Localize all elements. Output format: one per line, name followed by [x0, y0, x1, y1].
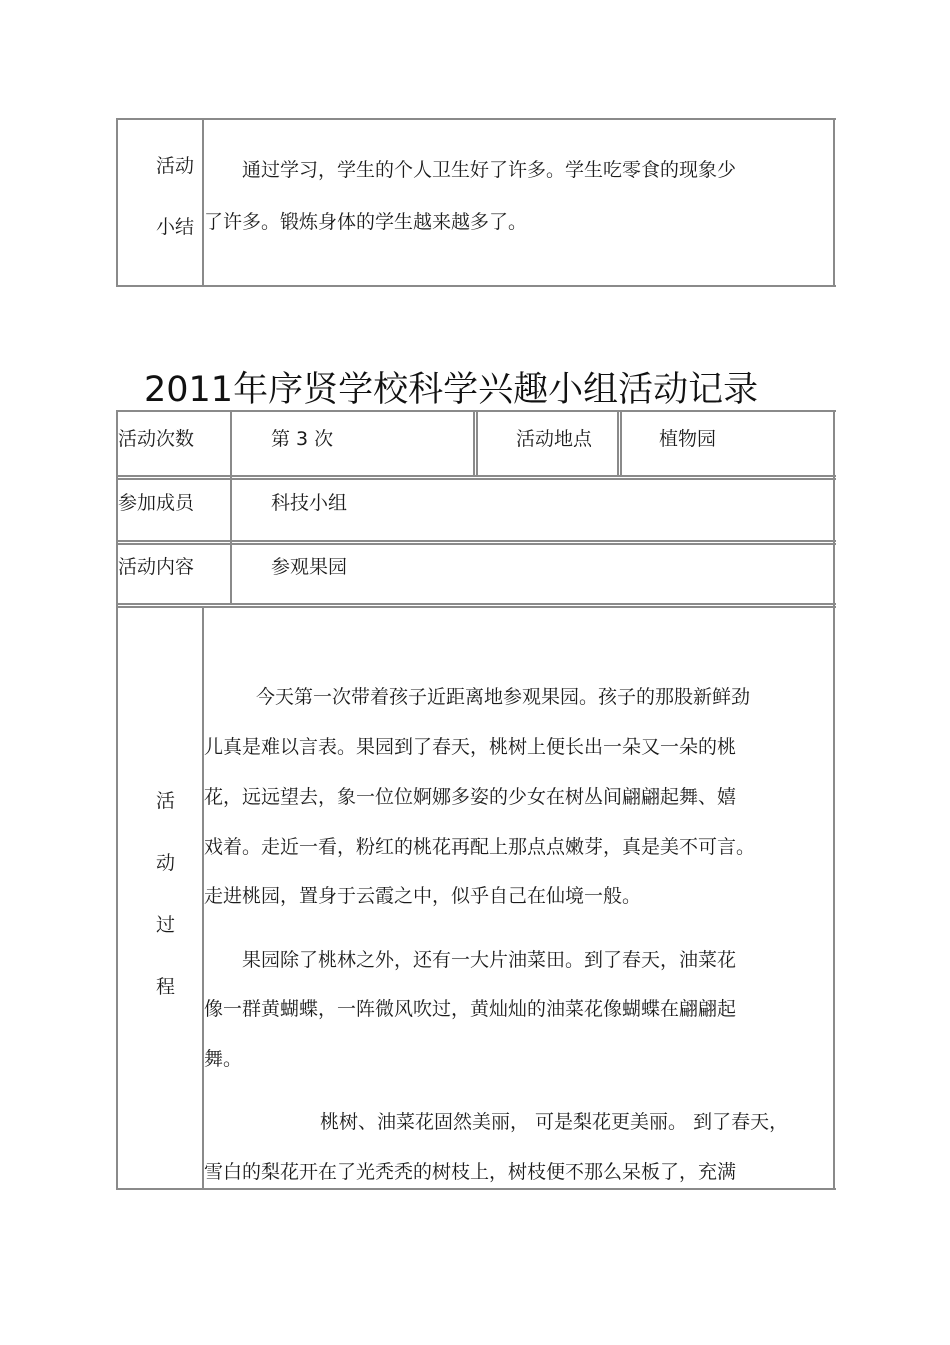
summary-text-line1: 通过学习，学生的个人卫生好了许多。学生吃零食的现象少: [242, 159, 737, 181]
summary-text-line2: 了许多。锻炼身体的学生越来越多了。: [204, 211, 528, 233]
members-value: 科技小组: [271, 492, 348, 514]
process-label-char: 程: [156, 976, 176, 998]
content-value: 参观果园: [271, 556, 348, 578]
process-p3-line: 桃树、油菜花固然美丽， 可是梨花更美丽。 到了春天，: [320, 1111, 789, 1133]
process-p1-line: 花，远远望去，象一位位婀娜多姿的少女在树丛间翩翩起舞、嬉: [204, 786, 737, 808]
process-p1-line: 走进桃园，置身于云霞之中，似乎自己在仙境一般。: [204, 885, 642, 907]
members-label: 参加成员: [118, 492, 195, 514]
process-p2-line: 果园除了桃林之外，还有一大片油菜田。到了春天，油菜花: [242, 949, 737, 971]
process-p1-line: 儿真是难以言表。果园到了春天，桃树上便长出一朵又一朵的桃: [204, 736, 737, 758]
process-p1-line: 戏着。走近一看，粉红的桃花再配上那点点嫩芽，真是美不可言。: [204, 836, 756, 858]
activity-place-value: 植物园: [659, 428, 717, 450]
process-p3-line: 雪白的梨花开在了光秃秃的树枝上，树枝便不那么呆板了，充满: [204, 1161, 737, 1183]
process-label-char: 活: [156, 790, 176, 812]
summary-label-line2: 小结: [156, 216, 195, 238]
process-label-char: 动: [156, 852, 176, 874]
summary-label-line1: 活动: [156, 155, 195, 177]
activity-count-value: 第 3 次: [271, 428, 334, 450]
process-p2-line: 像一群黄蝴蝶，一阵微风吹过，黄灿灿的油菜花像蝴蝶在翩翩起: [204, 998, 737, 1020]
process-label-char: 过: [156, 914, 176, 936]
activity-count-label: 活动次数: [118, 428, 195, 450]
content-label: 活动内容: [118, 556, 195, 578]
process-p2-line: 舞。: [204, 1048, 243, 1070]
process-p1-line: 今天第一次带着孩子近距离地参观果园。孩子的那股新鲜劲: [256, 686, 751, 708]
page-title: 2011年序贤学校科学兴趣小组活动记录: [144, 370, 759, 410]
activity-place-label: 活动地点: [516, 428, 593, 450]
